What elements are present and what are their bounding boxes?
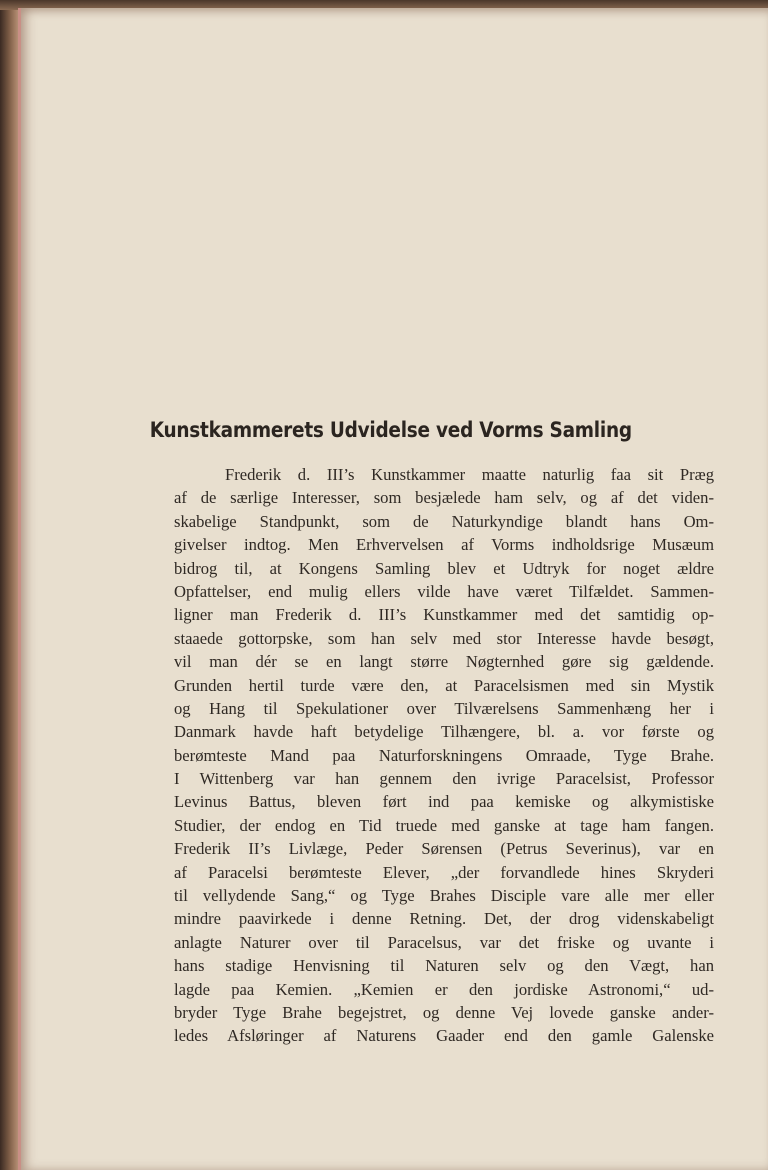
text-line: givelser indtog. Men Erhvervelsen af Vorms indholdsrige Musæum: [174, 535, 714, 555]
text-line: af de særlige Interesser, som besjælede ham selv, og af det viden-: [174, 488, 714, 508]
text-line: Levinus Battus, bleven ført ind paa kemiske og alkymistiske: [174, 792, 714, 812]
book-page: [18, 8, 768, 1170]
text-line: bryder Tyge Brahe begejstret, og denne Vej lovede ganske ander-: [174, 1002, 714, 1022]
text-line: staaede gottorpske, som han selv med stor Interesse havde besøgt,: [174, 628, 714, 648]
text-line: skabelige Standpunkt, som de Naturkyndige blandt hans Om-: [174, 511, 714, 531]
text-line: vil man dér se en langt større Nøgternhed gøre sig gældende.: [174, 652, 714, 672]
text-line: Frederik II’s Livlæge, Peder Sørensen (Petrus Severinus), var en: [174, 839, 714, 859]
text-line: berømteste Mand paa Naturforskningens Omraade, Tyge Brahe.: [174, 745, 714, 765]
text-line: bidrog til, at Kongens Samling blev et Udtryk for noget ældre: [174, 558, 714, 578]
text-line: af Paracelsi berømteste Elever, „der forvandlede hines Skryderi: [174, 862, 714, 882]
text-line: Frederik d. III’s Kunstkammer maatte naturlig faa sit Præg: [225, 465, 714, 484]
text-line: Grunden hertil turde være den, at Paracelsismen med sin Mystik: [174, 675, 714, 695]
chapter-title: Kunstkammerets Udvidelse ved Vorms Samling: [149, 418, 632, 444]
text-line: I Wittenberg var han gennem den ivrige Paracelsist, Professor: [174, 769, 714, 789]
text-line: ledes Afsløringer af Naturens Gaader end den gamle Galenske: [174, 1026, 714, 1046]
text-line: anlagte Naturer over til Paracelsus, var det friske og uvante i: [174, 932, 714, 952]
text-line: ligner man Frederik d. III’s Kunstkammer med det samtidig op-: [174, 605, 714, 625]
text-line: Danmark havde haft betydelige Tilhængere, bl. a. vor første og: [174, 722, 714, 742]
text-line: hans stadige Henvisning til Naturen selv og den Vægt, han: [174, 956, 714, 976]
text-line: mindre paavirkede i denne Retning. Det, der drog videnskabeligt: [174, 909, 714, 929]
text-line: Opfattelser, end mulig ellers vilde have været Tilfældet. Sammen-: [174, 581, 714, 601]
text-line: lagde paa Kemien. „Kemien er den jordiske Astronomi,“ ud-: [174, 979, 714, 999]
text-line: til vellydende Sang,“ og Tyge Brahes Disciple vare alle mer eller: [174, 886, 714, 906]
body-paragraph: [174, 463, 714, 1048]
text-line: og Hang til Spekulationer over Tilværelsens Sammenhæng her i: [174, 698, 714, 718]
text-line: Studier, der endog en Tid truede med ganske at tage ham fangen.: [174, 815, 714, 835]
